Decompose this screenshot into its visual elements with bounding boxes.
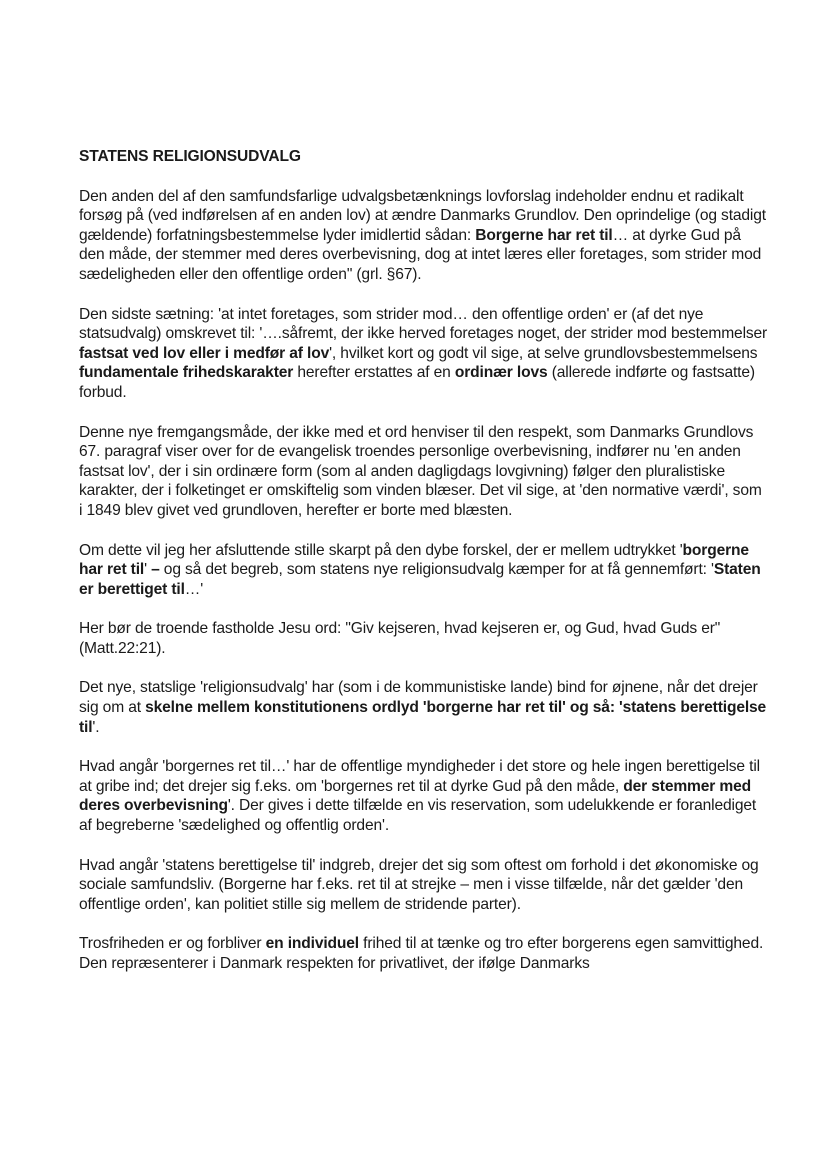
text-segment: Trosfriheden er og forbliver <box>79 935 266 953</box>
text-segment: herefter erstattes af en <box>293 364 455 382</box>
text-segment: '. <box>92 718 100 736</box>
paragraph <box>79 757 769 835</box>
document-body <box>79 147 769 994</box>
text-segment: frihed til at tænke og tro efter borgerens egen samvittighed. Den repræsenterer i Danmark respekten for privatlivet, der ifølge Danmarks <box>79 935 764 972</box>
paragraph <box>79 187 769 285</box>
text-segment: ' <box>144 561 152 579</box>
text-segment: …' <box>184 580 204 598</box>
bold-text: fastsat ved lov eller i medfør af lov <box>79 344 330 362</box>
bold-text: der stemmer med deres overbevisning <box>79 777 752 815</box>
bold-text: en individuel <box>265 935 359 953</box>
text-segment: … at dyrke Gud på den måde, der stemmer med deres overbevisning, dog at intet læres eller foretages, som strider mod sædeligheden eller den offentlige orden" (grl. §67). <box>79 226 762 283</box>
paragraph <box>79 541 769 600</box>
paragraph <box>79 934 769 973</box>
text-segment: Her bør de troende fastholde Jesu ord: "Giv kejseren, hvad kejseren er, og Gud, hvad Guds er" (Matt.22:21). <box>79 620 721 657</box>
bold-text: fundamentale frihedskarakter <box>79 364 294 382</box>
text-segment: Den anden del af den samfundsfarlige udvalgsbetænknings lovforslag indeholder endnu et radikalt forsøg på (ved indførelsen af en anden lov) at ændre Danmarks Grundlov. Den oprindelige (og stadigt gældende) forfatningsbestemmelse lyder imidlertid sådan: <box>79 187 766 244</box>
text-segment: og så det begreb, som statens nye religionsudvalg kæmper for at få gennemført: ' <box>159 561 714 579</box>
bold-text: ordinær lovs <box>454 364 548 382</box>
bold-text: Borgerne har ret til <box>475 226 613 244</box>
bold-text: skelne mellem konstitutionens ordlyd 'borgerne har ret til' og så: 'statens berettigelse til <box>79 699 767 736</box>
bold-text: – <box>151 561 160 579</box>
text-segment: '. Der gives i dette tilfælde en vis reservation, som udelukkende er foranlediget af begreberne 'sædelighed og offentlig orden'. <box>79 797 757 835</box>
text-segment: Hvad angår 'borgernes ret til…' har de offentlige myndigheder i det store og hele ingen berettigelse til at gribe ind; det drejer sig f.eks. om 'borgernes ret til at dyrke Gud på den måde, <box>79 758 760 795</box>
text-segment: Denne nye fremgangsmåde, der ikke med et ord henviser til den respekt, som Danmarks Grundlovs 67. paragraf viser over for de evangelisk troendes personlige overbevisning, indfører nu 'en anden fastsat lov', der i sin ordinære form (som al anden dagligdags lovgivning) følger den pluralistiske karakter, der i folketinget er omskiftelig som vinden blæser. Det vil sige, at 'den normative værdi', som i 1849 blev givet ved grundloven, herefter er borte med blæsten. <box>79 423 762 519</box>
paragraph <box>79 423 769 521</box>
text-segment: Det nye, statslige 'religionsudvalg' har (som i de kommunistiske lande) bind for øjnene, når det drejer sig om at <box>79 679 758 717</box>
text-segment: (allerede indførte og fastsatte) forbud. <box>79 364 755 401</box>
bold-text: borgerne har ret til <box>79 541 749 579</box>
text-segment: Den sidste sætning: 'at intet foretages, som strider mod… den offentlige orden' er (af det nye statsudvalg) omskrevet til: '….såfremt, der ikke herved foretages noget, der strider mod bestemmelser <box>79 305 768 343</box>
text-segment: Om dette vil jeg her afsluttende stille skarpt på den dybe forskel, der er mellem udtrykket ' <box>79 541 683 559</box>
paragraph <box>79 856 769 915</box>
bold-text: Staten er berettiget til <box>79 561 761 598</box>
paragraph <box>79 619 769 658</box>
document-title: STATENS RELIGIONSUDVALG <box>79 148 301 165</box>
text-segment: ', hvilket kort og godt vil sige, at selve grundlovsbestemmelsens <box>329 344 758 362</box>
paragraph-list <box>79 187 769 974</box>
paragraph <box>79 678 769 737</box>
text-segment: Hvad angår 'statens berettigelse til' indgreb, drejer det sig som oftest om forhold i det økonomiske og sociale samfundsliv. (Borgerne har f.eks. ret til at strejke – men i visse tilfælde, når det gælder 'den offentlige orden', kan politiet stille sig mellem de stridende parter). <box>79 856 759 913</box>
paragraph <box>79 305 769 403</box>
